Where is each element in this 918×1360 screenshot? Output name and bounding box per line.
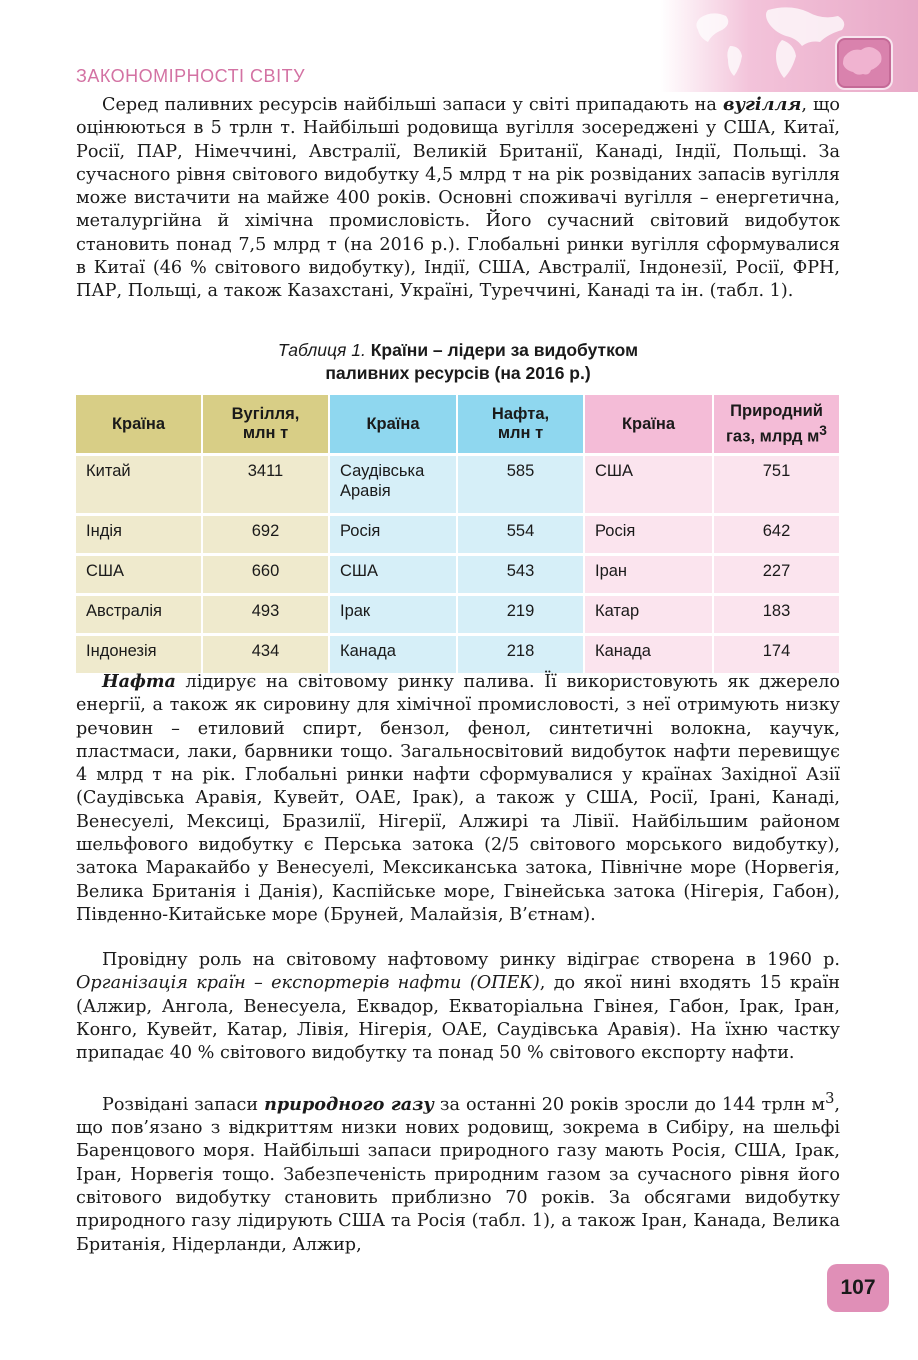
cell-country: США bbox=[584, 455, 713, 515]
cell-value: 554 bbox=[457, 515, 584, 555]
cell-value: 183 bbox=[713, 595, 840, 635]
ukraine-map-icon bbox=[837, 38, 887, 84]
cell-value: 493 bbox=[202, 595, 329, 635]
paragraph-opec bbox=[76, 949, 840, 1065]
caption-label: Таблиця 1. bbox=[277, 340, 366, 360]
cell-value: 219 bbox=[457, 595, 584, 635]
cell-country: Саудівська Аравія bbox=[329, 455, 457, 515]
paragraph-text: Провідну роль на світовому нафтовому ринку відіграє створена в 1960 р. bbox=[102, 950, 840, 970]
cell-value: 751 bbox=[713, 455, 840, 515]
cell-country: Канада bbox=[329, 635, 457, 675]
paragraph-text: , що оцінюються в 5 трлн т. Найбільші родовища вугілля зосереджені у США, Китаї, Росії, ПАР, Німеччині, Австралії, Великій Британії, Канаді, Індії, Польщі. За сучасного рівня світового видобутку 4,5 млрд т на рік розвіданих запасів вугілля може вистачити на майже 400 років. Основні споживачі вугілля – енергетична, металургійна й хімічна промисловість. Його сучасний світовий видобуток становить понад 7,5 млрд т (на 2016 р.). Глобальні ринки вугілля сформувалися в Китаї (46 % світового видобутку), Індії, США, Австралії, Індонезії, Росії, ФРН, ПАР, Польщі, а також Казахстані, Україні, Туреччині, Канаді та ін. (табл. 1). bbox=[76, 95, 840, 302]
caption-title-line2: паливних ресурсів (на 2016 р.) bbox=[325, 363, 591, 383]
paragraph-text: Серед паливних ресурсів найбільші запаси у світі припадають на bbox=[102, 95, 723, 115]
header-country-oil: Країна bbox=[329, 395, 457, 455]
page-number: 107 bbox=[827, 1264, 889, 1312]
header-country-gas: Країна bbox=[584, 395, 713, 455]
cell-country: Китай bbox=[76, 455, 202, 515]
table-row bbox=[76, 635, 840, 675]
term-opec: Організація країн – експортерів нафти (ОПЕК) bbox=[76, 973, 540, 994]
term-oil: Нафта bbox=[102, 671, 176, 692]
cell-country: Катар bbox=[584, 595, 713, 635]
caption-title: Країни – лідери за видобутком bbox=[370, 340, 639, 360]
ukraine-map-badge bbox=[835, 36, 893, 90]
header-oil: Нафта, млн т bbox=[457, 395, 584, 455]
cell-country: США bbox=[76, 555, 202, 595]
table-row bbox=[76, 515, 840, 555]
table-row bbox=[76, 555, 840, 595]
table-row bbox=[76, 455, 840, 515]
cell-country: США bbox=[329, 555, 457, 595]
cell-country: Індонезія bbox=[76, 635, 202, 675]
cell-value: 642 bbox=[713, 515, 840, 555]
paragraph-text: лідирує на світовому ринку палива. Її використовують як джерело енергії, а також як сировину для хімічної промисловості, з неї отримують низку речовин – етиловий спирт, бензол, фенол, синтетичні волокна, каучук, пластмаси, лаки, барвники тощо. Загальносвітовий видобуток нафти перевищує 4 млрд т на рік. Глобальні ринки нафти сформувалися у країнах Західної Азії (Саудівська Аравія, Кувейт, ОАЕ, Ірак), а також у США, Росії, Ірані, Канаді, Венесуелі, Мексиці, Бразилії, Нігерії, Алжирі та Лівії. Найбільшим районом шельфового видобутку є Перська затока (2/5 світового морського видобутку), затока Маракайбо у Венесуелі, Мексиканська затока, Північне море (Норвегія, Велика Британія і Данія), Каспійське море, Гвінейська затока (Нігерія, Габон), Південно-Китайське море (Бруней, Малайзія, В’єтнам). bbox=[76, 672, 840, 925]
cell-value: 585 bbox=[457, 455, 584, 515]
paragraph-gas bbox=[76, 1087, 840, 1257]
paragraph-text: , що пов’язано з відкриттям низки нових родовищ, зокрема в Сибіру, на шельфі Баренцового моря. Найбільші запаси природного газу мають Росія, США, Ірак, Іран, Норвегія тощо. Забезпеченість природним газом за сучасного рівня його світового видобутку становить приблизно 70 років. За обсягами видобутку природного газу лідирують США та Росія (табл. 1), а також Іран, Канада, Велика Британія, Нідерланди, Алжир, bbox=[76, 1094, 840, 1255]
paragraph-text: , до якої нині входять 15 країн (Алжир, Ангола, Венесуела, Еквадор, Екваторіальна Гвінея, Габон, Ірак, Іран, Конго, Кувейт, Катар, Лівія, Нігерія, ОАЕ, Саудівська Аравія). На їхню частку припадає 40 % світового видобутку та понад 50 % світового експорту нафти. bbox=[76, 973, 840, 1064]
term-coal: вугілля bbox=[722, 94, 802, 115]
cell-country: Австралія bbox=[76, 595, 202, 635]
table-header-row bbox=[76, 395, 840, 455]
cell-value: 543 bbox=[457, 555, 584, 595]
table-caption bbox=[76, 339, 840, 385]
term-natural-gas: природного газу bbox=[264, 1093, 434, 1115]
cell-value: 434 bbox=[202, 635, 329, 675]
cell-country: Іран bbox=[584, 555, 713, 595]
superscript: 3 bbox=[825, 1090, 835, 1107]
cell-country: Індія bbox=[76, 515, 202, 555]
header-coal: Вугілля, млн т bbox=[202, 395, 329, 455]
cell-value: 660 bbox=[202, 555, 329, 595]
cell-country: Росія bbox=[329, 515, 457, 555]
cell-value: 227 bbox=[713, 555, 840, 595]
running-head: ЗАКОНОМІРНОСТІ СВІТУ bbox=[76, 66, 305, 86]
cell-value: 692 bbox=[202, 515, 329, 555]
paragraph-coal bbox=[76, 93, 840, 304]
cell-value: 174 bbox=[713, 635, 840, 675]
cell-country: Росія bbox=[584, 515, 713, 555]
cell-value: 3411 bbox=[202, 455, 329, 515]
header-gas: Природний газ, млрд $м^3$ bbox=[713, 395, 840, 455]
header-country-coal: Країна bbox=[76, 395, 202, 455]
paragraph-oil bbox=[76, 670, 840, 927]
fuel-leaders-table bbox=[76, 395, 841, 676]
cell-value: 218 bbox=[457, 635, 584, 675]
cell-country: Ірак bbox=[329, 595, 457, 635]
paragraph-text: Розвідані запаси bbox=[102, 1094, 265, 1115]
cell-country: Канада bbox=[584, 635, 713, 675]
paragraph-text: за останні 20 років зросли до 144 трлн м bbox=[433, 1094, 826, 1115]
table-row bbox=[76, 595, 840, 635]
